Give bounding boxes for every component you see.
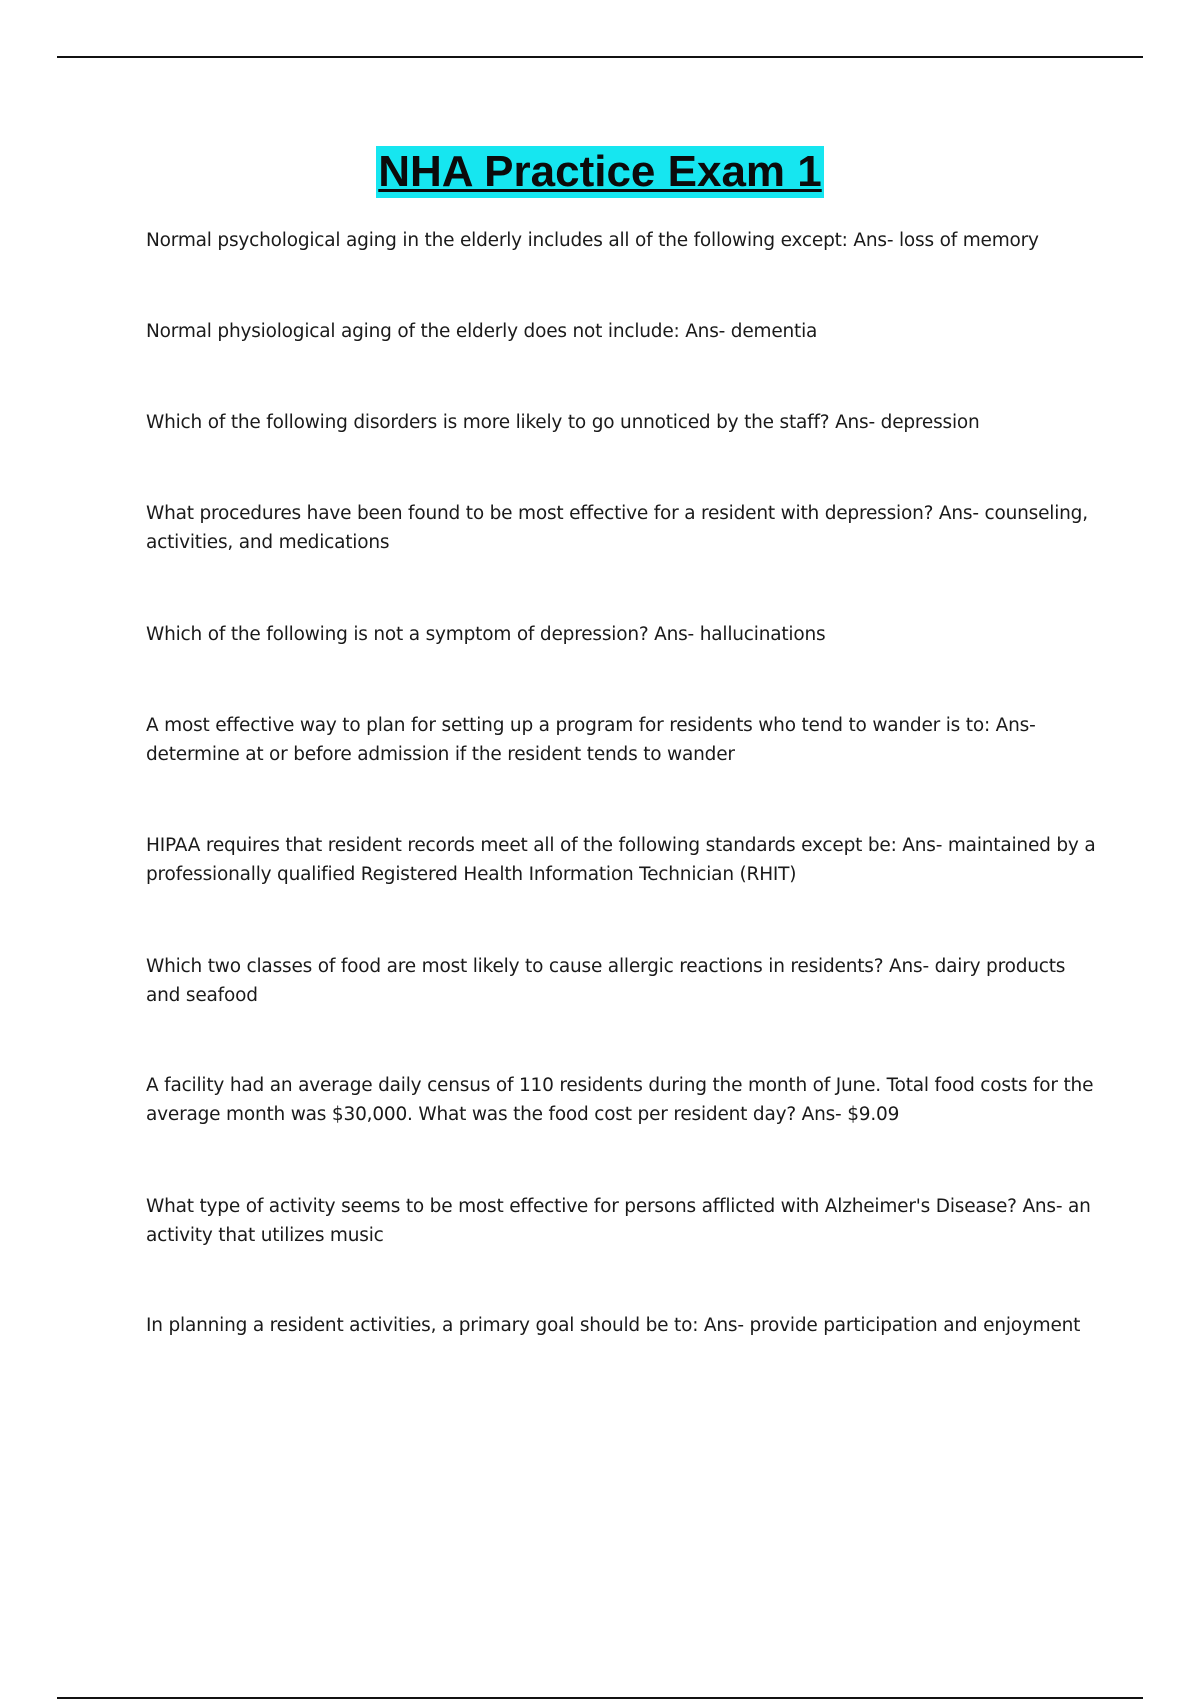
header-rule (57, 56, 1143, 58)
qa-item: Normal psychological aging in the elderly includes all of the following except: Ans- loss of memory (146, 230, 1039, 251)
title-container (0, 146, 1200, 198)
qa-item: Which two classes of food are most likely to cause allergic reactions in residents? Ans- dairy products and seafood (146, 956, 1066, 1006)
qa-item: In planning a resident activities, a primary goal should be to: Ans- provide participation and enjoyment (146, 1315, 1081, 1336)
qa-item: What procedures have been found to be most effective for a resident with depression? Ans- counseling, activities, and medications (146, 503, 1088, 553)
qa-item: Normal physiological aging of the elderly does not include: Ans- dementia (146, 321, 818, 342)
qa-item: A facility had an average daily census of 110 residents during the month of June. Total food costs for the average month was $30,000. What was the food cost per resident day? Ans- $9.09 (146, 1075, 1094, 1125)
qa-item: HIPAA requires that resident records meet all of the following standards except be: Ans- maintained by a professionally qualified Registered Health Information Technician (RHIT) (146, 835, 1096, 885)
qa-item: What type of activity seems to be most effective for persons afflicted with Alzheimer's Disease? Ans- an activity that utilizes music (146, 1196, 1091, 1246)
footer-rule (57, 1697, 1143, 1699)
qa-item: A most effective way to plan for setting up a program for residents who tend to wander is to: Ans- determine at or before admission if the resident tends to wander (146, 715, 1036, 765)
qa-item: Which of the following disorders is more likely to go unnoticed by the staff? Ans- depression (146, 412, 980, 433)
page-title: NHA Practice Exam 1 (378, 147, 822, 196)
qa-item: Which of the following is not a symptom of depression? Ans- hallucinations (146, 624, 826, 645)
